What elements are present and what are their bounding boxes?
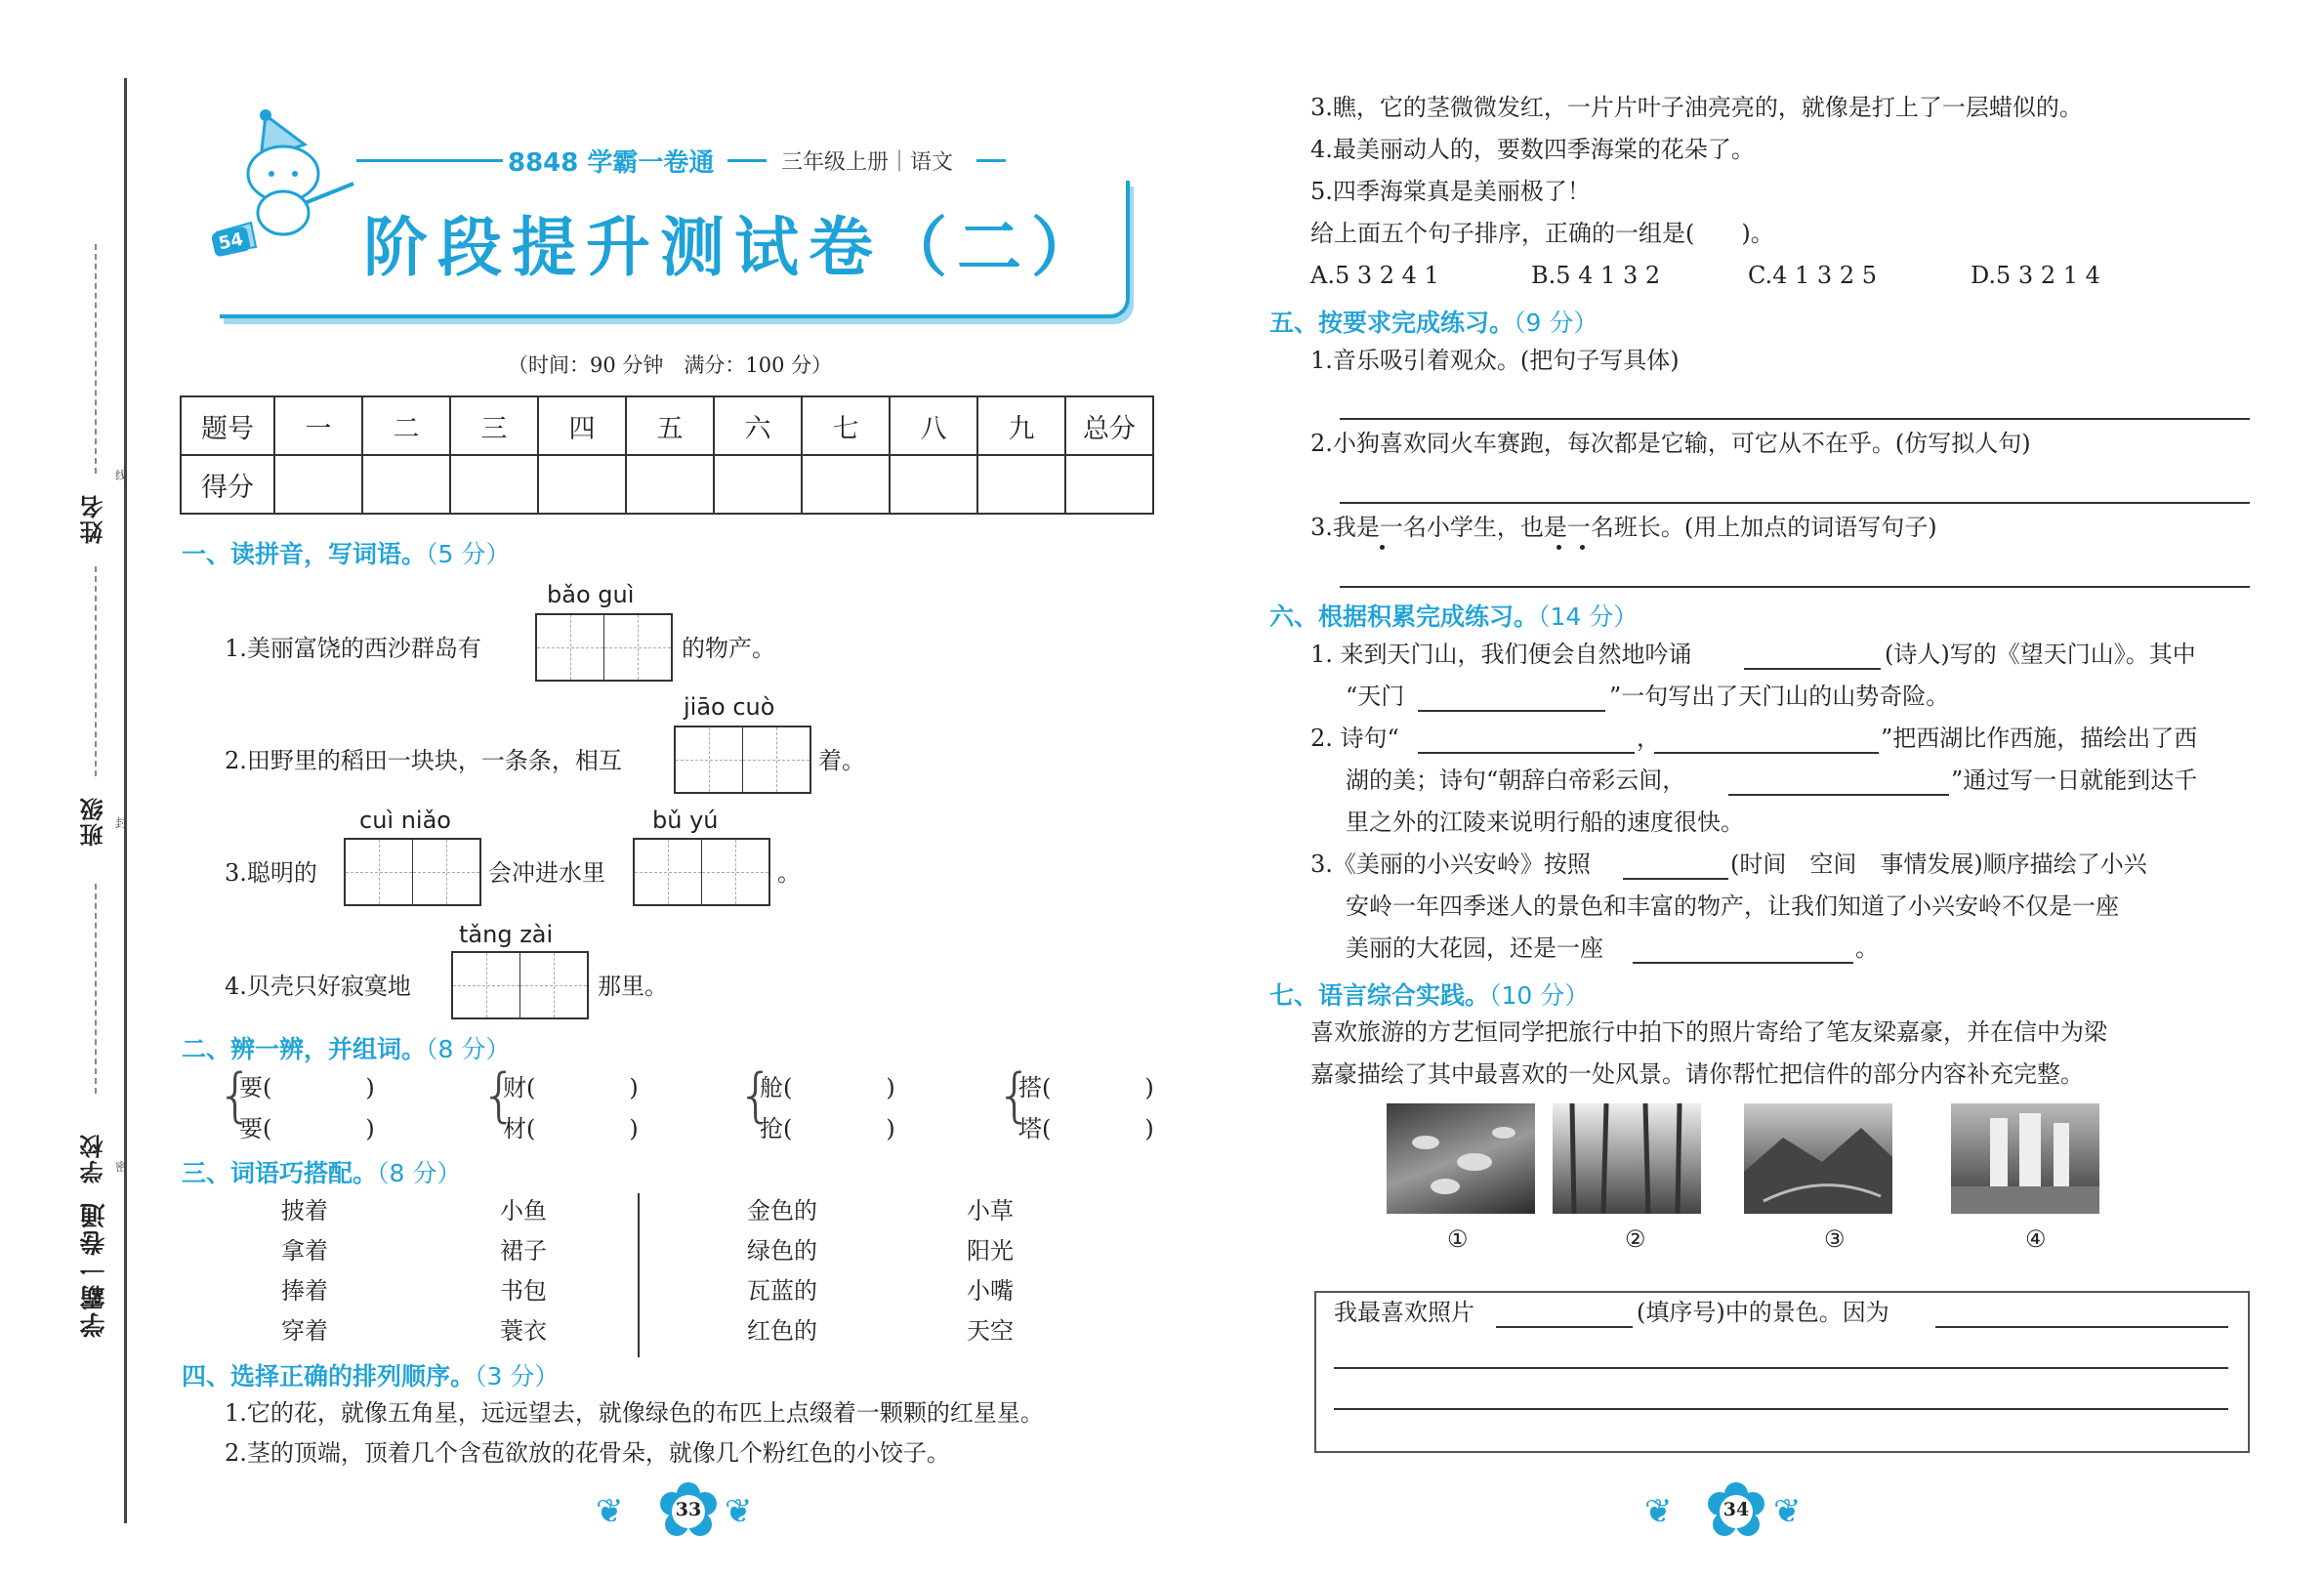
- score-head-cell: 七: [802, 396, 890, 455]
- word-pair-item: 要( ): [239, 1115, 375, 1142]
- fill-text: ，: [1637, 725, 1660, 752]
- match-word[interactable]: 披着: [281, 1197, 328, 1224]
- section-1-title: 一、读拼音，写词语。: [182, 540, 427, 568]
- fill-blank[interactable]: [1728, 794, 1949, 796]
- q1-3-mid: 会冲进水里: [488, 859, 605, 887]
- writing-grid[interactable]: [535, 613, 673, 682]
- photo-mountain: [1744, 1103, 1892, 1214]
- binding-line: [124, 78, 127, 1523]
- q1-3-post: 。: [777, 859, 801, 887]
- page-number-badge: [659, 1482, 718, 1541]
- pinyin: bǎo guì: [547, 581, 635, 608]
- match-word[interactable]: 阳光: [967, 1237, 1014, 1265]
- fill-text: 安岭一年四季迷人的景色和丰富的物产，让我们知道了小兴安岭不仅是一座: [1346, 892, 2119, 920]
- score-input-cell[interactable]: [538, 455, 626, 514]
- choice-option-b[interactable]: B.5 4 1 3 2: [1531, 262, 1661, 289]
- order-sentence: 2.茎的顶端，顶着几个含苞欲放的花骨朵，就像几个粉红色的小饺子。: [225, 1439, 950, 1467]
- match-word[interactable]: 小鱼: [500, 1197, 547, 1224]
- letter-text: 我最喜欢照片: [1334, 1299, 1474, 1326]
- section-7-points: （10 分）: [1489, 981, 1590, 1010]
- fill-blank[interactable]: [1654, 752, 1879, 754]
- match-word[interactable]: 绿色的: [747, 1237, 817, 1265]
- q1-3-pre: 3.聪明的: [225, 859, 317, 887]
- q1-2-pre: 2.田野里的稻田一块块，一条条，相互: [225, 747, 622, 774]
- answer-line[interactable]: [1340, 586, 2250, 588]
- rewrite-prompt: 3.我是一名小学生，也是一名班长。(用上加点的词语写句子): [1310, 514, 1937, 541]
- fill-text: ”一句写出了天门山的山势奇险。: [1609, 683, 1950, 710]
- fill-text: 里之外的江陵来说明行船的速度很快。: [1346, 809, 1744, 836]
- score-head-cell: 八: [890, 396, 977, 455]
- photo-underwater: [1387, 1103, 1535, 1214]
- fill-blank[interactable]: [1633, 962, 1853, 964]
- section-6-points: （14 分）: [1538, 602, 1639, 631]
- score-input-cell[interactable]: [977, 455, 1065, 514]
- match-word[interactable]: 天空: [967, 1317, 1014, 1345]
- section-3-points: （8 分）: [377, 1159, 462, 1187]
- score-head-cell: 总分: [1065, 396, 1153, 455]
- section-4-points: （3 分）: [475, 1362, 560, 1390]
- score-row-headers: [181, 396, 1153, 455]
- word-pair-item: 抢( ): [760, 1115, 895, 1142]
- match-word[interactable]: 蓑衣: [500, 1317, 547, 1345]
- score-input-cell[interactable]: [626, 455, 714, 514]
- page-number-badge: [1707, 1482, 1765, 1541]
- practice-intro: 喜欢旅游的方艺恒同学把旅行中拍下的照片寄给了笔友梁嘉豪，并在信中为梁: [1310, 1018, 2107, 1046]
- brand-label: 8848 学霸一卷通: [508, 148, 715, 178]
- fill-text: 1. 来到天门山，我们便会自然地吟诵: [1310, 641, 1692, 668]
- order-sentence: 1.它的花，就像五角星，远远望去，就像绿色的布匹上点缀着一颗颗的红星星。: [225, 1399, 1044, 1427]
- score-head-cell: 六: [714, 396, 802, 455]
- score-table: [180, 395, 1154, 515]
- photo-label: ②: [1625, 1225, 1646, 1253]
- emphasis-dot: [1380, 545, 1385, 550]
- q1-1-pre: 1.美丽富饶的西沙群岛有: [225, 635, 481, 662]
- order-sentence: 4.最美丽动人的，要数四季海棠的花朵了。: [1310, 136, 1755, 163]
- word-pair-item: 材( ): [503, 1115, 639, 1142]
- pinyin: bǔ yú: [652, 807, 719, 834]
- fill-text: 美丽的大花园，还是一座: [1346, 934, 1603, 962]
- fill-blank[interactable]: [1418, 710, 1605, 712]
- section-5-points: （9 分）: [1514, 309, 1598, 337]
- section-5-heading: [1269, 304, 1598, 339]
- pinyin: jiāo cuò: [684, 693, 775, 721]
- section-2-title: 二、辨一辨，并组词。: [182, 1035, 427, 1063]
- sprout-icon: ❦: [725, 1492, 753, 1531]
- match-divider: [638, 1193, 640, 1357]
- fill-blank[interactable]: [1623, 878, 1728, 880]
- brace-icon: {: [217, 1061, 255, 1130]
- section-6-title: 六、根据积累完成练习。: [1269, 602, 1539, 631]
- score-head-cell: 九: [977, 396, 1065, 455]
- score-input-cell[interactable]: [802, 455, 890, 514]
- answer-line[interactable]: [1334, 1367, 2228, 1369]
- match-word[interactable]: 捧着: [281, 1277, 328, 1305]
- practice-intro: 嘉豪描绘了其中最喜欢的一处风景。请你帮忙把信件的部分内容补充完整。: [1310, 1060, 2084, 1088]
- section-7-title: 七、语言综合实践。: [1269, 981, 1490, 1010]
- order-sentence: 5.四季海棠真是美丽极了！: [1310, 178, 1591, 205]
- order-sentence: 3.瞧，它的茎微微发红，一片片叶子油亮亮的，就像是打上了一层蜡似的。: [1310, 94, 2083, 121]
- fill-text: “天门: [1346, 683, 1405, 710]
- score-head-cell: 一: [274, 396, 362, 455]
- fill-text: ”把西湖比作西施，描绘出了西: [1881, 725, 2198, 752]
- name-label: 姓名: [80, 493, 107, 544]
- writing-grid[interactable]: [344, 838, 481, 906]
- brace-icon: {: [737, 1061, 775, 1130]
- q1-1-post: 的物产。: [682, 635, 775, 662]
- section-3-title: 三、词语巧搭配。: [182, 1159, 378, 1187]
- grade-label: 三年级上册｜语文: [781, 150, 954, 175]
- letter-text: (填序号)中的景色。因为: [1637, 1299, 1889, 1326]
- emphasis-dot: [1580, 545, 1585, 550]
- cut-mark-secret: 密: [115, 1160, 128, 1174]
- class-label: 班级: [80, 796, 107, 847]
- section-7-heading: [1269, 976, 1589, 1012]
- word-pair-item: 要( ): [239, 1074, 375, 1101]
- score-input-cell[interactable]: [890, 455, 977, 514]
- score-input-cell[interactable]: [274, 455, 362, 514]
- match-word[interactable]: 小嘴: [967, 1277, 1014, 1305]
- sprout-icon: ❦: [596, 1492, 624, 1531]
- score-head-cell: 题号: [181, 396, 274, 455]
- choice-option-d[interactable]: D.5 3 2 1 4: [1971, 262, 2100, 289]
- page-tag: 54: [211, 226, 251, 257]
- score-head-cell: 五: [626, 396, 714, 455]
- photo-forest: [1553, 1103, 1701, 1214]
- score-input-cell[interactable]: [714, 455, 802, 514]
- brace-icon: {: [480, 1061, 519, 1130]
- pinyin: tǎng zài: [459, 921, 554, 948]
- section-5-title: 五、按要求完成练习。: [1269, 309, 1515, 337]
- match-word[interactable]: 拿着: [281, 1237, 328, 1265]
- fill-text: (诗人)写的《望天门山》。其中: [1885, 641, 2196, 668]
- sprout-icon: ❦: [1773, 1492, 1802, 1531]
- fill-blank[interactable]: [1418, 752, 1635, 754]
- section-6-heading: [1269, 598, 1638, 633]
- brace-icon: {: [996, 1061, 1034, 1130]
- fill-text: (时间 空间 事情发展)顺序描绘了小兴: [1730, 851, 2147, 878]
- writing-grid[interactable]: [674, 726, 811, 794]
- name-underline: [95, 244, 97, 474]
- score-head-cell: 二: [362, 396, 450, 455]
- fill-text: 湖的美；诗句“朝辞白帝彩云间，: [1346, 767, 1686, 794]
- page-number: 34: [1722, 1499, 1750, 1520]
- choice-option-c[interactable]: C.4 1 3 2 5: [1748, 262, 1877, 289]
- side-brand: 学霸一卷通: [80, 1201, 109, 1338]
- section-1-heading: [182, 535, 510, 570]
- cut-mark-seal: 封: [115, 816, 128, 830]
- emphasis-dot: [1556, 545, 1561, 550]
- fill-blank[interactable]: [1744, 668, 1881, 670]
- score-input-cell[interactable]: [450, 455, 538, 514]
- writing-grid[interactable]: [633, 838, 770, 906]
- score-row-values: [181, 455, 1153, 514]
- photo-label: ③: [1824, 1225, 1846, 1253]
- section-4-heading: [182, 1357, 559, 1392]
- match-word[interactable]: 书包: [500, 1277, 547, 1305]
- binding-strip: [0, 0, 146, 1577]
- photo-label: ①: [1447, 1225, 1469, 1253]
- section-2-heading: [182, 1030, 510, 1065]
- answer-line[interactable]: [1340, 502, 2250, 504]
- score-input-cell[interactable]: [362, 455, 450, 514]
- section-1-points: （5 分）: [426, 540, 511, 568]
- match-word[interactable]: 瓦蓝的: [747, 1277, 817, 1305]
- writing-grid[interactable]: [451, 951, 589, 1019]
- q1-4-post: 那里。: [598, 973, 668, 1000]
- cut-mark-line: 线: [115, 469, 128, 482]
- match-word[interactable]: 金色的: [747, 1197, 817, 1224]
- header-rule-mid: [727, 159, 767, 162]
- section-4-title: 四、选择正确的排列顺序。: [182, 1362, 476, 1390]
- rewrite-prompt: 2.小狗喜欢同火车赛跑，每次都是它输，可它从不在乎。(仿写拟人句): [1310, 430, 2031, 457]
- word-pair-item: 搭( ): [1018, 1074, 1154, 1101]
- choice-option-a[interactable]: A.5 3 2 4 1: [1310, 262, 1439, 289]
- score-head-cell: 四: [538, 396, 626, 455]
- answer-line[interactable]: [1340, 418, 2250, 420]
- match-word[interactable]: 小草: [967, 1197, 1014, 1224]
- word-pair-item: 塔( ): [1018, 1115, 1154, 1142]
- rewrite-prompt: 1.音乐吸引着观众。(把句子写具体): [1310, 347, 1680, 374]
- sprout-icon: ❦: [1644, 1492, 1673, 1531]
- match-word[interactable]: 穿着: [281, 1317, 328, 1345]
- score-input-cell[interactable]: [1065, 455, 1153, 514]
- fill-text: ”通过写一日就能到达千: [1951, 767, 2198, 794]
- pinyin: cuì niǎo: [359, 807, 451, 834]
- photo-waterfall: [1951, 1103, 2099, 1214]
- section-2-points: （8 分）: [426, 1035, 511, 1063]
- match-word[interactable]: 红色的: [747, 1317, 817, 1345]
- word-pair-item: 财( ): [503, 1074, 639, 1101]
- fill-blank[interactable]: [1496, 1326, 1633, 1328]
- answer-line[interactable]: [1935, 1326, 2228, 1328]
- score-label-cell: 得分: [181, 455, 274, 514]
- answer-line[interactable]: [1334, 1408, 2228, 1410]
- match-word[interactable]: 裙子: [500, 1237, 547, 1265]
- page-title: 阶段提升测试卷（二）: [363, 210, 1105, 285]
- q1-2-post: 着。: [818, 747, 865, 774]
- page-number: 33: [675, 1499, 702, 1520]
- fill-text: 。: [1855, 934, 1879, 962]
- class-underline: [95, 566, 97, 776]
- school-underline: [95, 884, 97, 1094]
- header-rule-left: [356, 159, 503, 162]
- header-rule-right: [976, 159, 1006, 162]
- fill-text: 2. 诗句“: [1310, 725, 1399, 752]
- exam-meta: （时间：90 分钟 满分：100 分）: [508, 353, 833, 377]
- word-pair-item: 舱( ): [760, 1074, 895, 1101]
- photo-label: ④: [2025, 1225, 2047, 1253]
- section-3-heading: [182, 1154, 461, 1189]
- fill-text: 3.《美丽的小兴安岭》按照: [1310, 851, 1591, 878]
- q1-4-pre: 4.贝壳只好寂寞地: [225, 973, 411, 1000]
- school-label: 学校: [80, 1133, 107, 1183]
- score-head-cell: 三: [450, 396, 538, 455]
- order-question: 给上面五个句子排序，正确的一组是( )。: [1310, 220, 1774, 247]
